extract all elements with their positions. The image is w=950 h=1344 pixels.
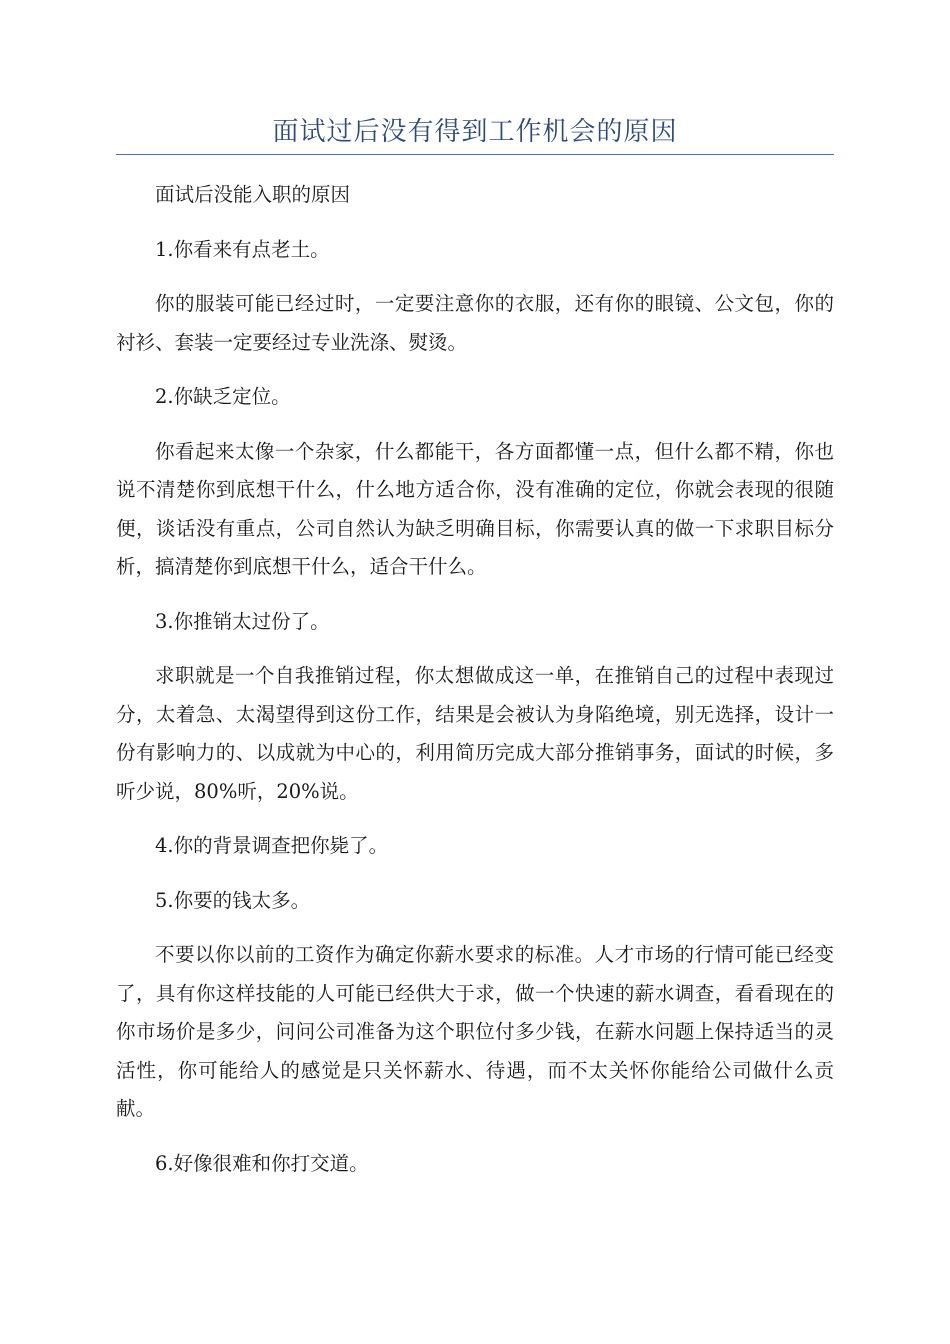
heading-item-2: 2.你缺乏定位。 [155,385,291,408]
paragraph-item-1: 你的服装可能已经过时，一定要注意你的衣服，还有你的眼镜、公文包，你的衬衫、套装一定要经过专业洗涤、熨烫。 [116,292,834,354]
title-underline [116,154,834,155]
heading-item-6: 6.好像很难和你打交道。 [155,1151,369,1175]
paragraph-item-2: 你看起来太像一个杂家，什么都能干，各方面都懂一点，但什么都不精，你也说不清楚你到底想干什么，什么地方适合你，没有准确的定位，你就会表现的很随便，谈话没有重点，公司自然认为缺乏明确目标，你需要认真的做一下求职目标分析，搞清楚你到底想干什么，适合干什么。 [116,439,834,578]
heading-item-4: 4.你的背景调查把你毙了。 [155,834,389,857]
paragraph-item-3: 求职就是一个自我推销过程，你太想做成这一单，在推销自己的过程中表现过分，太着急、太渴望得到这份工作，结果是会被认为身陷绝境，别无选择，设计一份有影响力的、以成就为中心的，利用简历完成大部分推销事务，面试的时候，多听少说，80%听，20%说。 [116,664,834,803]
paragraph-item-5: 不要以你以前的工资作为确定你薪水要求的标准。人才市场的行情可能已经变了，具有你这样技能的人可能已经供大于求，做一个快速的薪水调查，看看现在的你市场价是多少，问问公司准备为这个职位付多少钱，在薪水问题上保持适当的灵活性，你可能给人的感觉是只关怀薪水、待遇，而不太关怀你能给公司做什么贡献。 [116,943,834,1120]
heading-item-1: 1.你看来有点老土。 [155,237,330,261]
paragraph-intro: 面试后没能入职的原因 [155,183,351,206]
document-body [116,176,834,1199]
document-title: 面试过后没有得到工作机会的原因 [272,117,678,147]
heading-item-3: 3.你推销太过份了。 [155,609,330,633]
heading-item-5: 5.你要的钱太多。 [155,888,311,912]
